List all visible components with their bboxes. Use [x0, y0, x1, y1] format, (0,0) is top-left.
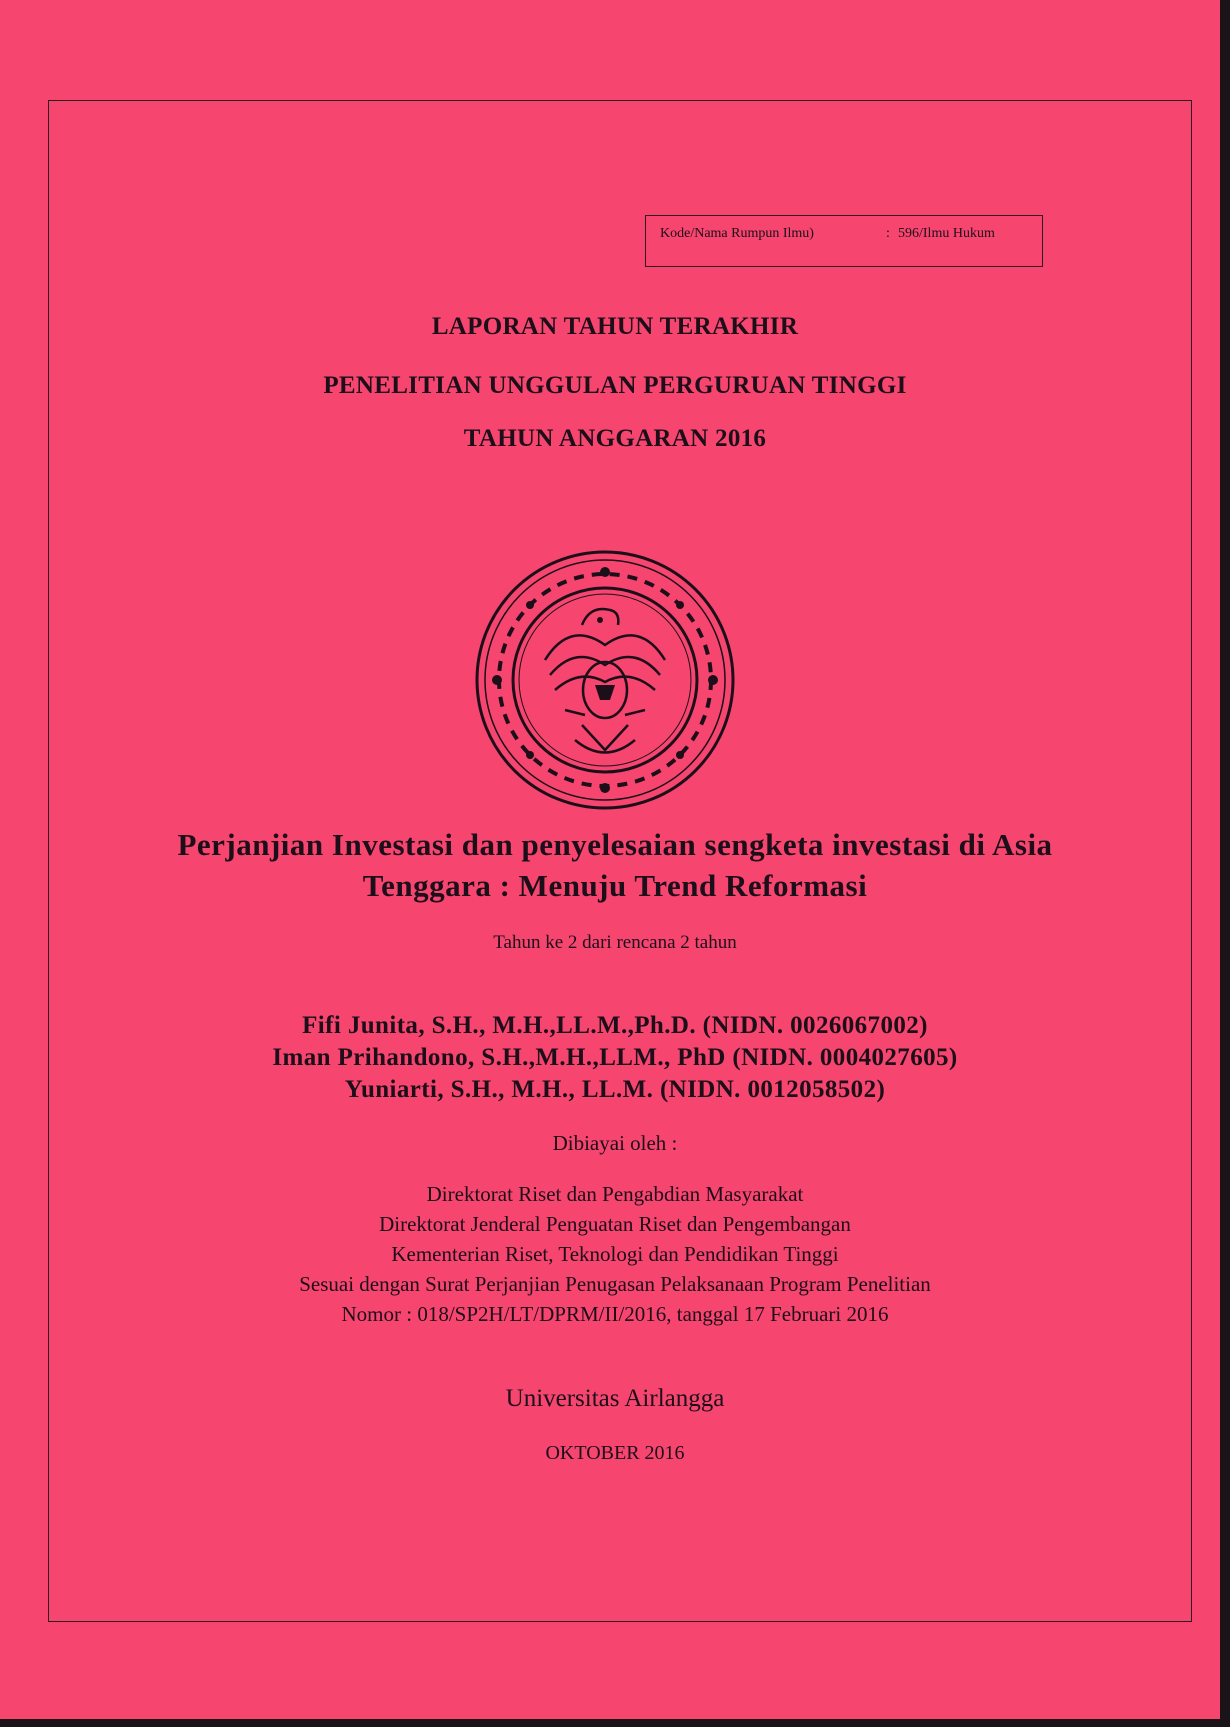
program-heading: PENELITIAN UNGGULAN PERGURUAN TINGGI — [323, 372, 907, 399]
report-type-heading: LAPORAN TAHUN TERAKHIR — [431, 313, 799, 340]
funded-by-label: Dibiayai oleh : — [552, 1131, 678, 1155]
field-code-box — [645, 215, 1043, 267]
field-code-value: 596/Ilmu Hukum — [898, 226, 995, 241]
research-title-line2: Tenggara : Menuju Trend Reformasi — [362, 868, 868, 903]
report-date: OKTOBER 2016 — [545, 1442, 685, 1464]
funding-line-2: Direktorat Jenderal Penguatan Riset dan Pengembangan — [379, 1212, 851, 1236]
funding-line-5: Nomor : 018/SP2H/LT/DPRM/II/2016, tanggal 17 Februari 2016 — [341, 1302, 889, 1326]
author-2: Iman Prihandono, S.H.,M.H.,LLM., PhD (NIDN. 0004027605) — [272, 1044, 958, 1071]
budget-year-heading: TAHUN ANGGARAN 2016 — [463, 425, 767, 452]
university-seal-icon — [470, 550, 740, 810]
field-code-separator: : — [886, 226, 890, 241]
field-code-label: Kode/Nama Rumpun Ilmu) — [660, 226, 814, 241]
author-1: Fifi Junita, S.H., M.H.,LL.M.,Ph.D. (NIDN. 0026067002) — [302, 1012, 928, 1039]
year-info: Tahun ke 2 dari rencana 2 tahun — [493, 932, 737, 953]
funding-line-4: Sesuai dengan Surat Perjanjian Penugasan Pelaksanaan Program Penelitian — [299, 1272, 931, 1296]
author-3: Yuniarti, S.H., M.H., LL.M. (NIDN. 0012058502) — [344, 1076, 886, 1103]
funding-line-3: Kementerian Riset, Teknologi dan Pendidikan Tinggi — [391, 1242, 839, 1266]
research-title-line1: Perjanjian Investasi dan penyelesaian sengketa investasi di Asia — [177, 827, 1053, 862]
scan-edge-right — [1220, 0, 1230, 1727]
university-name: Universitas Airlangga — [505, 1385, 725, 1412]
funding-line-1: Direktorat Riset dan Pengabdian Masyarakat — [426, 1182, 804, 1206]
scan-edge-bottom — [0, 1719, 1230, 1727]
